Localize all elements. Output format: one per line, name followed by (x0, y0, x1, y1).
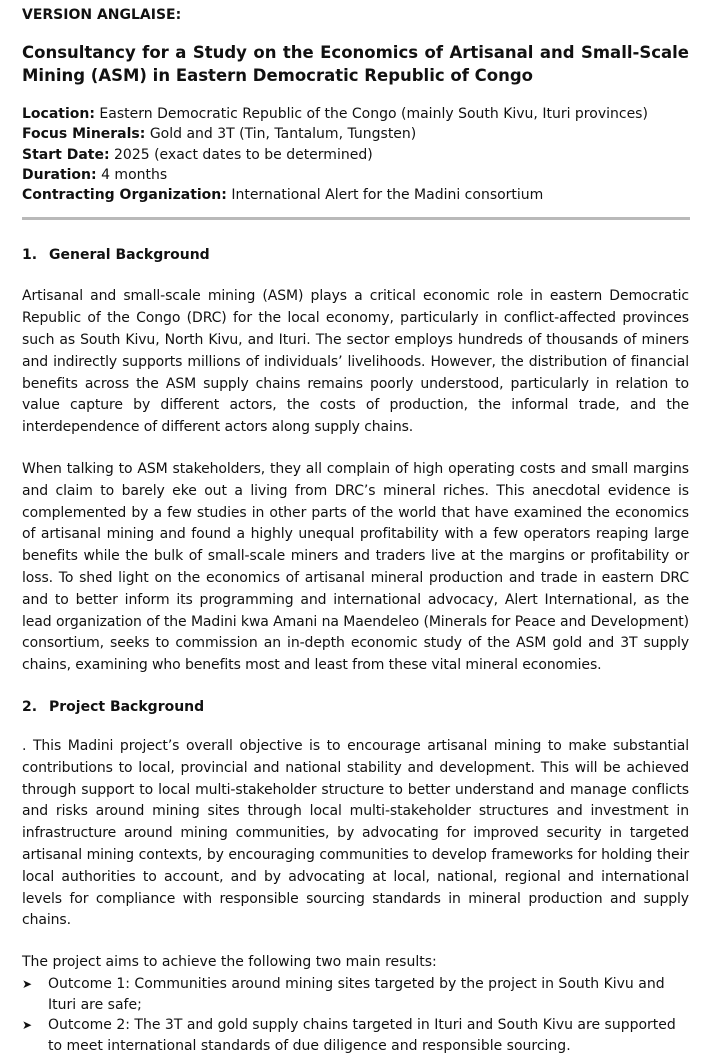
section-1-heading (22, 245, 689, 265)
section-1-paragraph-2: When talking to ASM stakeholders, they all complain of high operating costs and small margins and claim to barely eke out a living from DRC’s mineral riches. This anecdotal evidence is complemented by a few studies in other parts of the world that have examined the economics of artisanal mining and found a highly unequal profitability with a few operators reaping large benefits while the bulk of small-scale miners and traders live at the margins or profitability or loss. To shed light on the economics of artisanal mineral production and trade in eastern DRC and to better inform its programming and international advocacy, Alert International, as the lead organization of the Madini kwa Amani na Maendeleo (Minerals for Peace and Development) consortium, seeks to commission an in-depth economic study of the ASM gold and 3T supply chains, examining who benefits most and least from these vital mineral economies. (22, 461, 689, 674)
horizontal-divider (22, 217, 690, 220)
meta-duration (22, 165, 689, 185)
meta-contracting-org-label: Contracting Organization: (22, 187, 227, 204)
document-title: Consultancy for a Study on the Economics of Artisanal and Small-Scale Mining (ASM) in Eastern Democratic Republic of Congo (22, 43, 689, 85)
outcomes-intro: The project aims to achieve the following two main results: (22, 954, 437, 971)
section-2-heading (22, 697, 689, 717)
meta-duration-label: Duration: (22, 166, 97, 183)
meta-focus-minerals-value: Gold and 3T (Tin, Tantalum, Tungsten) (145, 126, 417, 143)
list-item (22, 1015, 689, 1056)
meta-contracting-org-value: International Alert for the Madini consortium (226, 187, 544, 204)
meta-start-date-label: Start Date: (22, 146, 110, 163)
section-1-title: General Background (49, 247, 210, 264)
section-1-paragraph-1: Artisanal and small-scale mining (ASM) plays a critical economic role in eastern Democratic Republic of the Congo (DRC) for the local economy, particularly in conflict-affected provinces such as South Kivu, North Kivu, and Ituri. The sector employs hundreds of thousands of miners and indirectly supports millions of individuals’ livelihoods. However, the distribution of financial benefits across the ASM supply chains remains poorly understood, particularly in relation to value capture by different actors, the costs of production, the informal trade, and the interdependence of different actors along supply chains. (22, 288, 689, 436)
meta-location-label: Location: (22, 106, 95, 122)
meta-start-date-value: 2025 (exact dates to be determined) (109, 146, 373, 163)
document-page (22, 5, 689, 1056)
arrow-bullet-icon: ➤ (22, 977, 33, 991)
meta-start-date (22, 145, 689, 165)
outcome-1-text: Outcome 1: Communities around mining sites targeted by the project in South Kivu and Ituri are safe; (48, 976, 665, 1013)
section-2-paragraph-1: . This Madini project’s overall objective is to encourage artisanal mining to make substantial contributions to local, provincial and national stability and development. This will be achieved through support to local multi-stakeholder structure to better understand and manage conflicts and risks around mining sites through local multi-stakeholder structures and investment in infrastructure around mining communities, by advocating for improved security in targeted artisanal mining contexts, by encouraging communities to develop frameworks for holding their local authorities to account, and by advocating at local, national, regional and international levels for compliance with responsible sourcing standards in mineral production and supply chains. (22, 738, 689, 929)
meta-contracting-org (22, 185, 689, 205)
section-2-number: 2. (22, 699, 38, 716)
meta-focus-minerals (22, 124, 689, 144)
meta-focus-minerals-label: Focus Minerals: (22, 126, 146, 143)
meta-duration-value: 4 months (96, 166, 168, 183)
outcome-2-text: Outcome 2: The 3T and gold supply chains targeted in Ituri and South Kivu are supported to meet international standards of due diligence and responsible sourcing. (48, 1017, 676, 1054)
metadata-block (22, 104, 689, 205)
section-1-number: 1. (22, 247, 38, 264)
meta-location (22, 104, 689, 124)
section-2-title: Project Background (49, 699, 205, 716)
arrow-bullet-icon: ➤ (22, 1018, 33, 1032)
outcomes-list (22, 974, 689, 1056)
meta-location-value: Eastern Democratic Republic of the Congo (mainly South Kivu, Ituri provinces) (94, 106, 648, 122)
list-item (22, 974, 689, 1015)
version-label: VERSION ANGLAISE: (22, 7, 182, 23)
